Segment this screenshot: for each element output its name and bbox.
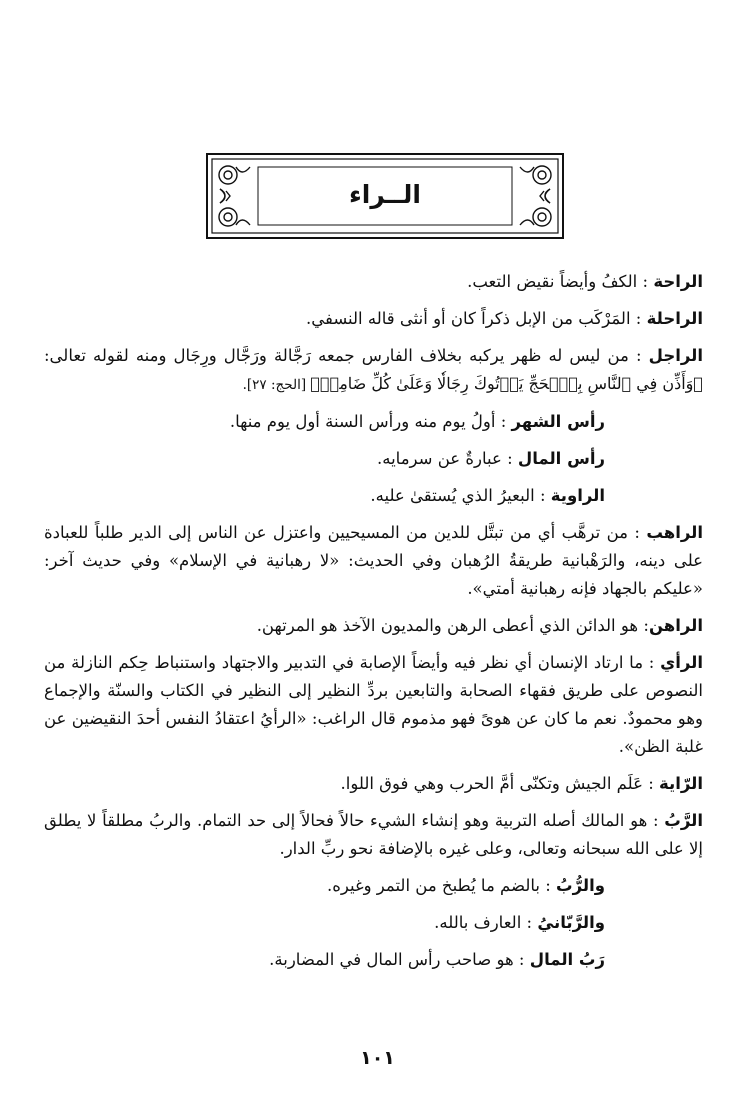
entry-definition: هو المالك أصله التربية وهو إنشاء الشيء حالاً فحالاً إلى حد التمام. والربُ مطلقاً لا يطلق إلا على الله سبحانه وتعالى، وعلى غيره بالإضافة نحو ربِّ الدار. xyxy=(44,811,703,858)
entry-definition: المَرْكَب من الإبل ذكراً كان أو أنثى قاله النسفي. xyxy=(305,309,631,328)
entry-rabbani: والرَّبّانيُ : العارف بالله. xyxy=(434,913,605,932)
entry-definition: العارف بالله. xyxy=(434,913,522,932)
entry-rabb: الرَّبُ : هو المالك أصله التربية وهو إنشاء الشيء حالاً فحالاً إلى حد التمام. والربُ مطلقاً لا يطلق إلا على الله سبحانه وتعالى، وعلى غيره بالإضافة نحو ربِّ الدار. xyxy=(44,811,703,858)
entry-definition: عَلَم الجيش وتكنّى أمَّ الحرب وهي فوق اللوا. xyxy=(340,774,643,793)
entry-term: والرَّبّانيُ xyxy=(537,913,605,932)
entry-term: الراوية xyxy=(550,486,605,505)
entry-rahin: الراهن: هو الدائن الذي أعطى الرهن والمديون الآخذ هو المرتهن. xyxy=(256,616,703,635)
entry-rahib: الراهب : من ترهَّب أي من تبتَّل للدين من المسيحيين واعتزل عن الناس إلى الدير طلباً للعبادة على دينه، والرَهْبانية طريقةُ الرُهبان وفي الحديث: «لا رهبانية في الإسلام» وفي حديث آخر: «عليكم بالجهاد فإنه رهبانية أمتي». xyxy=(44,523,703,598)
entry-rabb-al-mal: رَبُ المال : هو صاحب رأس المال في المضاربة. xyxy=(269,950,605,969)
entry-rawiyah: الراوية : البعيرُ الذي يُستقىٰ عليه. xyxy=(370,486,605,505)
entry-term: الراهن xyxy=(648,616,703,635)
chapter-title: الــراء xyxy=(349,180,421,209)
entry-term: رأس المال xyxy=(517,449,605,468)
entry-term: الرّاية xyxy=(659,774,703,793)
entry-definition: من ليس له ظهر يركبه بخلاف الفارس جمعه رَجَّالة ورَجَّال ورِجَال ومنه لقوله تعالى: xyxy=(44,346,629,365)
entry-rayah: الرّاية : عَلَم الجيش وتكنّى أمَّ الحرب وهي فوق اللوا. xyxy=(340,774,703,793)
entry-term: الرَّبُ xyxy=(664,811,703,830)
entry-term: الرأي xyxy=(660,653,703,672)
entry-term: والرُّبُ xyxy=(556,876,605,895)
entry-rahilah: الراحلة : المَرْكَب من الإبل ذكراً كان أو أنثى قاله النسفي. xyxy=(305,309,703,328)
entry-term: الراهب xyxy=(646,523,703,542)
verse-reference: [الحج: ٢٧]. xyxy=(242,377,311,393)
entry-definition: عبارةٌ عن سرمايه. xyxy=(377,449,502,468)
entry-term: رَبُ المال xyxy=(529,950,605,969)
entry-rubb: والرُّبُ : بالضم ما يُطبخ من التمر وغيره. xyxy=(326,876,605,895)
entry-definition: أولُ يوم منه ورأس السنة أول يوم منها. xyxy=(229,412,496,431)
entry-definition: الكفُ وأيضاً نقيض التعب. xyxy=(467,272,638,291)
entry-term: الراجل xyxy=(648,346,703,365)
entry-definition: هو الدائن الذي أعطى الرهن والمديون الآخذ هو المرتهن. xyxy=(256,616,639,635)
entry-rahah: الراحة : الكفُ وأيضاً نقيض التعب. xyxy=(467,272,703,291)
entry-term: الراحة xyxy=(653,272,703,291)
entry-definition: هو صاحب رأس المال في المضاربة. xyxy=(269,950,514,969)
entry-ras-al-mal: رأس المال : عبارةٌ عن سرمايه. xyxy=(377,449,605,468)
entry-rajil: الراجل : من ليس له ظهر يركبه بخلاف الفارس جمعه رَجَّالة ورَجَّال ورِجَال ومنه لقوله تعالى: ﴿وَأَذِّن فِي ٱلنَّاسِ بِٱلۡحَجِّ يَأۡتُوكَ رِجَالٗا وَعَلَىٰ كُلِّ ضَامِرٖ﴾ [الحج: ٢٧]. xyxy=(44,346,703,393)
entry-definition: من ترهَّب أي من تبتَّل للدين من المسيحيين واعتزل عن الناس إلى الدير طلباً للعبادة على دينه، والرَهْبانية طريقةُ الرُهبان وفي الحديث: «لا رهبانية في الإسلام» وفي حديث آخر: «عليكم بالجهاد فإنه رهبانية أمتي». xyxy=(44,523,703,598)
entry-definition: بالضم ما يُطبخ من التمر وغيره. xyxy=(326,876,540,895)
page-number: ١٠١ xyxy=(360,1047,395,1069)
entry-definition: البعيرُ الذي يُستقىٰ عليه. xyxy=(370,486,535,505)
entry-rai: الرأي : ما ارتاد الإنسان أي نظر فيه وأيضاً الإصابة في التدبير والاجتهاد واستنباط حِكم النازلة من النصوص على طريق فقهاء الصحابة والتابعين بردِّ النظير إلى النظير في الكتاب والسنّة والإجماع وهو محمودٌ. نعم ما كان عن هوىً فهو مذموم قال الراغب: «الرأيُ اعتقادُ النفس أحدَ النقيضين عن غلبة الظن». xyxy=(44,653,703,756)
entries-list xyxy=(44,268,703,983)
chapter-heading-frame xyxy=(206,153,564,239)
entry-definition: ما ارتاد الإنسان أي نظر فيه وأيضاً الإصابة في التدبير والاجتهاد واستنباط حِكم النازلة من النصوص على طريق فقهاء الصحابة والتابعين بردِّ النظير إلى النظير في الكتاب والسنّة والإجماع وهو محمودٌ. نعم ما كان عن هوىً فهو مذموم قال الراغب: «الرأيُ اعتقادُ النفس أحدَ النقيضين عن غلبة الظن». xyxy=(44,653,703,756)
entry-term: رأس الشهر xyxy=(511,412,605,431)
quran-verse: ﴿وَأَذِّن فِي ٱلنَّاسِ بِٱلۡحَجِّ يَأۡتُوكَ رِجَالٗا وَعَلَىٰ كُلِّ ضَامِرٖ﴾ xyxy=(310,374,703,393)
entry-term: الراحلة xyxy=(646,309,703,328)
entry-ras-al-shahr: رأس الشهر : أولُ يوم منه ورأس السنة أول يوم منها. xyxy=(229,412,605,431)
